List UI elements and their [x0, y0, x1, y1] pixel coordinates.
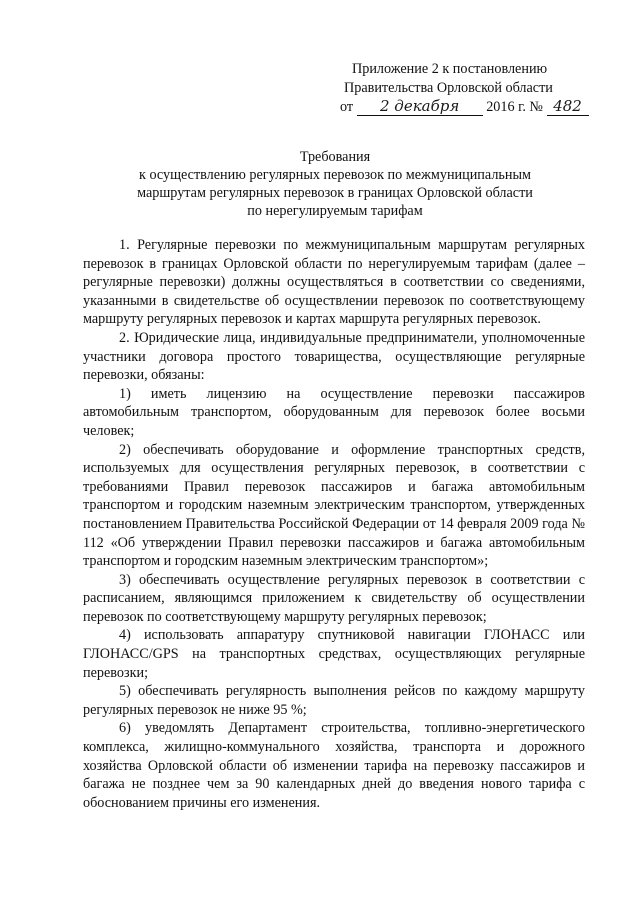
appendix-header — [340, 60, 610, 117]
title-line-2: к осуществлению регулярных перевозок по межмуниципальным — [139, 167, 531, 183]
date-prefix: от — [340, 99, 354, 115]
number-value: 482 — [553, 97, 582, 115]
year-number-label: 2016 г. № — [486, 99, 543, 115]
date-value: 2 декабря — [380, 97, 460, 115]
paragraph-1: 1. Регулярные перевозки по межмуниципальным маршрутам регулярных перевозок в границах Орловской области по нерегулируемым тарифам (далее – регулярные перевозки) должны осуществляться в соответствии со сведениями, указанными в свидетельстве об осуществлении перевозок по соответствующему маршруту регулярных перевозок и картах маршрута регулярных перевозок. — [83, 237, 585, 328]
appendix-line-1: Приложение 2 к постановлению — [352, 61, 548, 77]
title-line-4: по нерегулируемым тарифам — [247, 203, 423, 219]
subitem-5: 5) обеспечивать регулярность выполнения рейсов по каждому маршруту регулярных перевозок не ниже 95 %; — [83, 683, 585, 718]
subitem-6: 6) уведомлять Департамент строительства, топливно-энергетического комплекса, жилищно-коммунального хозяйства, транспорта и дорожного хозяйства Орловской области об изменении тарифа на перевозку пассажиров и багажа не позднее чем за 90 календарных дней до введения нового тарифа с обоснованием причины его изменения. — [83, 720, 585, 811]
document-title — [80, 148, 590, 220]
appendix-date-line — [340, 98, 610, 117]
date-handwritten — [357, 98, 483, 116]
title-line-3: маршрутам регулярных перевозок в границах Орловской области — [137, 185, 533, 201]
subitem-1: 1) иметь лицензию на осуществление перевозки пассажиров автомобильным транспортом, оборудованным для перевозок более восьми человек; — [83, 385, 585, 439]
subitem-3: 3) обеспечивать осуществление регулярных перевозок в соответствии с расписанием, являющимся приложением к свидетельству об осуществлении перевозок по соответствующему маршруту регулярных перевозок; — [83, 571, 585, 625]
paragraph-2: 2. Юридические лица, индивидуальные предприниматели, уполномоченные участники договора простого товарищества, осуществляющие регулярные перевозки, обязаны: — [83, 329, 585, 384]
title-line-1: Требования — [299, 149, 371, 165]
document-body — [83, 236, 585, 812]
number-handwritten — [547, 98, 589, 116]
subitem-4: 4) использовать аппаратуру спутниковой навигации ГЛОНАСС или ГЛОНАСС/GPS на транспортных средствах, осуществляющих регулярные перевозки; — [83, 627, 585, 681]
subitem-2: 2) обеспечивать оборудование и оформление транспортных средств, используемых для осуществления регулярных перевозок, в соответствии с требованиями Правил перевозок пассажиров и багажа автомобильным транспортом и городским наземным электрическим транспортом, утвержденных постановлением Правительства Российской Федерации от 14 февраля 2009 года № 112 «Об утверждении Правил перевозки пассажиров и багажа автомобильным транспортом и городским наземным электрическим транспортом»; — [83, 441, 585, 570]
appendix-line-2: Правительства Орловской области — [344, 80, 553, 96]
